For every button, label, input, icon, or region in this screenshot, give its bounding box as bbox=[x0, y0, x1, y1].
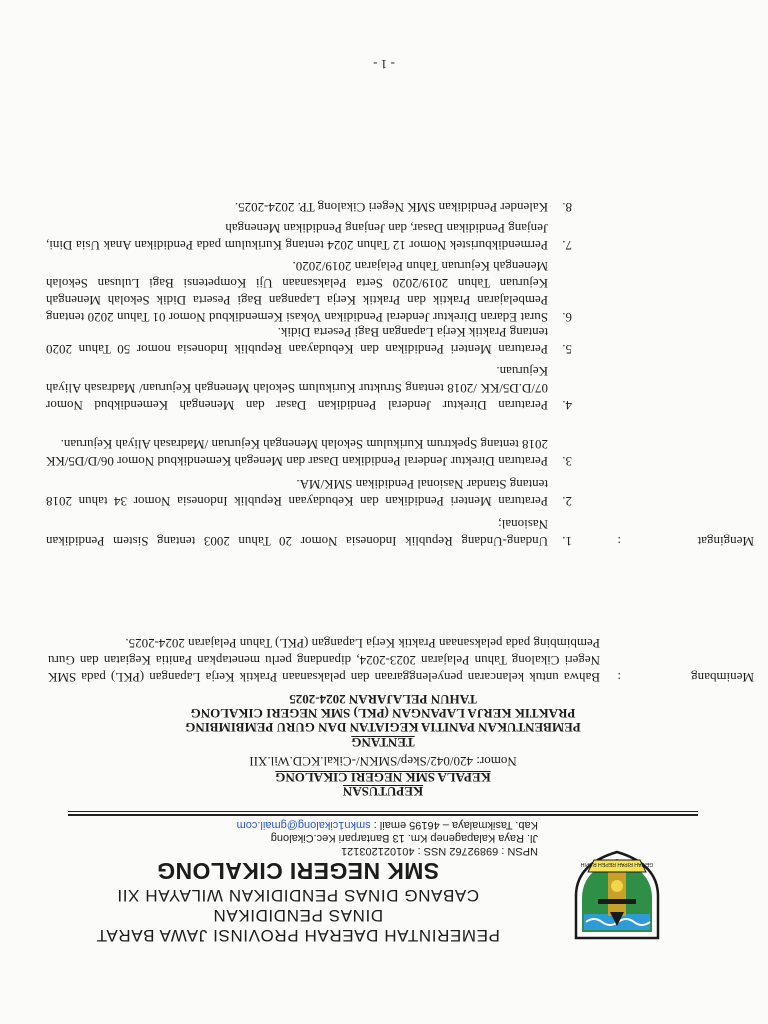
letterhead-email-link[interactable]: smkn1cikalong@gmail.com bbox=[236, 819, 371, 831]
mengingat-label: Mengingat bbox=[697, 534, 754, 549]
decree-number: Nomor: 420/042/Skep/SMKN/-Cikal.KCD.Wil.XII bbox=[249, 754, 517, 769]
page-number: - 1 - bbox=[373, 57, 395, 72]
menimbang-text: Bahwa untuk kelancaran penyelenggaraan dan pelaksanaan Praktik Kerja Lapangan (PKL) pada SMK Negeri Cikalong Tahun Pelajaran 2023-2024, dipandang perlu menetapkan Panitia Kegiatan dan Guru Pembimbing pada pelaksanaan Praktik Kerja Lapangan (PKL) Tahun Pelajaran 2024-2025. bbox=[48, 636, 600, 685]
letterhead-contact bbox=[237, 819, 538, 830]
mengingat-item-number: 5. bbox=[562, 342, 572, 357]
mengingat-item-number: 8. bbox=[562, 200, 572, 215]
mengingat-colon: : bbox=[617, 534, 621, 549]
mengingat-item-number: 1. bbox=[562, 534, 572, 549]
decree-heading: KEPUTUSAN bbox=[342, 784, 424, 799]
decree-subject-line-2: PRAKTIK KERJA LAPANGAN (PKL) SMK NEGERI CIKALONG bbox=[190, 706, 576, 721]
mengingat-item-number: 6. bbox=[562, 310, 572, 325]
logo-caption: GEMAH RIPAH REPEH RAPIH bbox=[580, 861, 654, 867]
letterhead-line-province: PEMERINTAH DAERAH PROVINSI JAWA BARAT bbox=[96, 926, 500, 945]
mengingat-item-number: 3. bbox=[562, 454, 572, 469]
decree-subject-line-1: PEMBENTUKAN PANITIA KEGIATAN DAN GURU PEMBIMBING bbox=[185, 720, 581, 735]
mengingat-item-number: 4. bbox=[562, 398, 572, 413]
letterhead-city: Kab. Tasikmalaya – 46195 email : bbox=[373, 819, 538, 831]
letterhead-rule-thick bbox=[68, 814, 698, 816]
mengingat-item-text: Permendikburistek Nomor 12 Tahun 2024 tentang Kurikulum pada Pendidikan Anak Usia Dini, Jenjang Pendidikan Dasar, dan Jenjang Pendidikan Menengah bbox=[46, 221, 548, 253]
west-java-emblem-icon bbox=[562, 846, 672, 956]
menimbang-colon: : bbox=[617, 670, 621, 685]
mengingat-item-text: Peraturan Menteri Pendidikan dan Kebudayaan Republik Indonesia nomor 50 Tahun 2020 tentang Praktik Kerja Lapangan Bagi Peserta Didik. bbox=[46, 325, 548, 357]
mengingat-item-text: Kalender Pendidikan SMK Negeri Cikalong TP. 2024-2025. bbox=[234, 200, 548, 215]
letterhead-address: Jl. Raya Kalapagenep Km. 13 Bantarpari Kec.Cikalong bbox=[270, 832, 538, 844]
decree-subject-line-3: TAHUN PELAJARAN 2024-2025 bbox=[289, 692, 477, 707]
decree-issuer: KEPALA SMK NEGERI CIKALONG bbox=[275, 770, 491, 785]
mengingat-item-number: 7. bbox=[562, 238, 572, 253]
menimbang-label: Menimbang bbox=[691, 670, 754, 685]
letterhead-school-name: SMK NEGERI CIKALONG bbox=[156, 858, 440, 884]
mengingat-item-number: 2. bbox=[562, 494, 572, 509]
mengingat-item-text: Peraturan Menteri Pendidikan dan Kebudayaan Republik Indonesia Nomor 34 tahun 2018 tentang Standar Nasional Pendidikan SMK/MA. bbox=[46, 477, 548, 509]
letterhead-rule-thin bbox=[68, 811, 698, 812]
decree-about-heading: TENTANG bbox=[351, 735, 415, 750]
mengingat-item-text: Peraturan Direktur Jenderal Pendidikan Dasar dan Menegah Kemendikbud Nomor 06/D/D5/KK 2018 tentang Spektrum Kurikulum Sekolah Menengah Kejuruan /Madrasah Aliyah Kejuruan. bbox=[46, 437, 548, 469]
letterhead-line-department: DINAS PENDIDIKAN bbox=[212, 906, 384, 925]
mengingat-item-text: Undang-Undang Republik Indonesia Nomor 20 Tahun 2003 tentang Sistem Pendidikan Nasional; bbox=[46, 517, 548, 549]
letterhead-line-branch: CABANG DINAS PENDIDIKAN WILAYAH XII bbox=[116, 886, 480, 905]
mengingat-item-text: Peraturan Direktur Jenderal Pendidikan Dasar dan Menengah Kemendikbud Nomor 07/D.D5/KK /2018 tentang Struktur Kurikulum Sekolah Menengah Kejuruan/ Madrasah Aliyah Kejuruan. bbox=[46, 364, 548, 413]
letterhead-ids: NPSN : 69892762 NSS : 401021203121 bbox=[341, 845, 538, 857]
mengingat-item-text: Surat Edaran Direktur Jenderal Pendidikan Vokasi Kemendikbud Nomor 01 Tahun 2020 tentang Pembelajaran Praktik dan Praktik Kerja Lapangan Bagi Peserta Didik Sekolah Menengah Kejuruan Tahun 2019/2020 Serta Pelaksanaan Uji Kompetensi Bagi Lulusan Sekolah Menengah Kejuruan Tahun Pelajaran 2019/2020. bbox=[46, 259, 548, 325]
